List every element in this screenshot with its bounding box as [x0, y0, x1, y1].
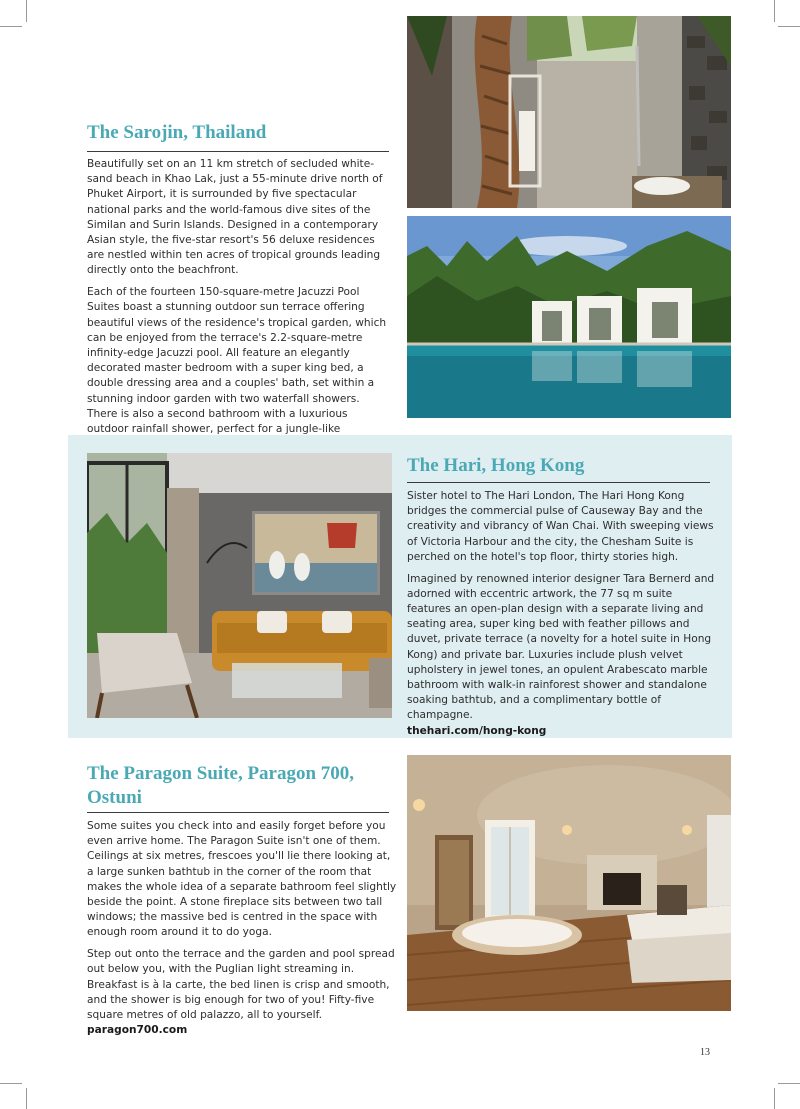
paragon-suite-bedroom-photo [407, 755, 731, 1011]
sarojin-paragraph-2: Each of the fourteen 150-square-metre Jacuzzi Pool Suites boast a stunning outdoor sun terrace offering beautiful views of the residence's tropical garden, which can be enjoyed from the terrace's 2.2-square-metre infinity-edge Jacuzzi pool. All feature an elegantly decorated master bedroom with a super king bed, a double dressing area and a couples' bath, set within a stunning indoor garden with two waterfall showers. There is also a second bathroom with a luxurious outdoor rainfall shower, perfect for a jungle-like [87, 285, 392, 467]
page-number: 13 [700, 1047, 710, 1058]
hari-link[interactable]: thehari.com/hong-kong [407, 724, 547, 737]
hari-title: The Hari, Hong Kong [407, 455, 585, 476]
crop-mark [778, 26, 800, 27]
crop-mark [774, 1088, 775, 1109]
crop-mark [0, 26, 22, 27]
paragon-title [87, 762, 397, 810]
sarojin-outdoor-shower-photo [407, 16, 731, 208]
sarojin-title-rule [87, 151, 389, 152]
crop-mark [778, 1083, 800, 1084]
sarojin-paragraph-1: Beautifully set on an 11 km stretch of secluded white-sand beach in Khao Lak, just a 55-minute drive north of Phuket Airport, it is surrounded by five spectacular national parks and the world-famous dive sites of the Similan and Surin Islands. Designed in a contemporary Asian style, the five-star resort's 56 deluxe residences are nestled within ten acres of tropical grounds leading directly onto the beachfront. [87, 158, 383, 277]
crop-mark [0, 1083, 22, 1084]
paragon-title-line-1: The Paragon Suite, Paragon 700, [87, 763, 355, 784]
paragon-paragraph-2: Step out onto the terrace and the garden and pool spread out below you, with the Puglian light streaming in. Breakfast is à la carte, the bed linen is crisp and smooth, and the shower is big enough for two of you! Fifty-five square metres of old palazzo, all to yourself. paragon700.com [87, 948, 395, 1037]
paragon-title-rule [87, 812, 389, 813]
paragon-link[interactable]: paragon700.com [87, 1024, 188, 1037]
sarojin-title: The Sarojin, Thailand [87, 122, 267, 143]
paragon-paragraph-1: Some suites you check into and easily forget before you even arrive home. The Paragon Suite isn't one of them. Ceilings at six metres, frescoes you'll lie there looking at, a large sunken bathtub in the corner of the room that makes the whole idea of a separate bathroom feel slightly beside the point. A stone fireplace sits between two tall windows; the massive bed is centred in the space with enough room around it to do yoga. [87, 820, 397, 939]
paragon-title-line-2: Ostuni [87, 787, 142, 808]
hari-paragraph-1: Sister hotel to The Hari London, The Hari Hong Kong bridges the commercial pulse of Causeway Bay and the creativity and vibrancy of Wan Chai. With sweeping views of Victoria Harbour and the city, the Chesham Suite is perched on the hotel's top floor, thirty stories high. [407, 490, 714, 563]
hari-paragraph-2: Imagined by renowned interior designer Tara Bernerd and adorned with eccentric artwork, the 77 sq m suite features an open-plan design with a separate living and seating area, super king bed with feather pillows and duvet, private terrace (a novelty for a hotel suite in Hong Kong) and private bar. Luxuries include plush velvet upholstery in jewel tones, an opulent Arabescato marble bathroom with walk-in rainforest shower and standalone soaking bathtub, and a complimentary bottle of champagne. thehari.com/hong-kong [407, 572, 715, 737]
hari-body [407, 489, 717, 745]
hari-title-rule [407, 482, 710, 483]
hari-suite-living-room-photo [87, 453, 392, 718]
crop-mark [26, 0, 27, 22]
sarojin-pool-cabanas-photo [407, 216, 731, 418]
crop-mark [26, 1088, 27, 1109]
crop-mark [774, 0, 775, 22]
sarojin-body [87, 157, 392, 474]
paragon-body [87, 819, 397, 1045]
